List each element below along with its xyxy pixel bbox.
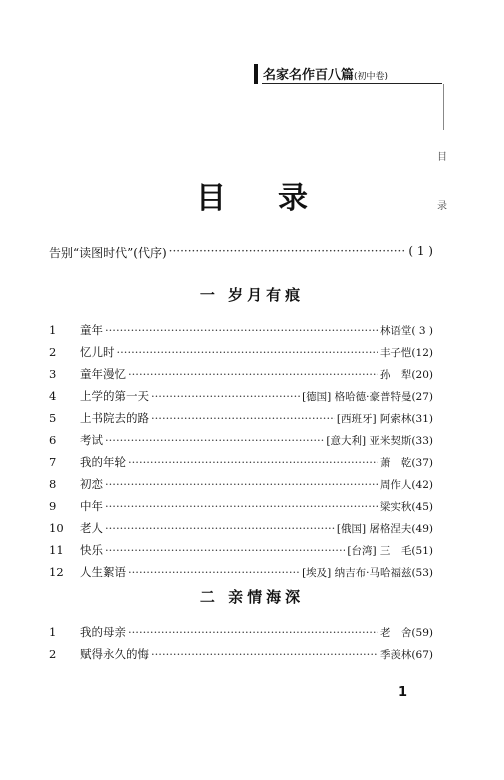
section-title: 一 岁月有痕	[199, 286, 305, 304]
entry-number: 2	[49, 345, 57, 359]
leader-dots	[105, 323, 378, 337]
entry-title: 人生絮语	[80, 565, 126, 579]
leader-dots	[105, 433, 324, 447]
toc-entry[interactable]	[49, 388, 433, 406]
preface-title: 告别“读图时代”(代序)	[49, 246, 167, 260]
side-rule	[443, 84, 444, 130]
entry-title: 初恋	[80, 477, 103, 491]
entry-title: 我的母亲	[80, 625, 126, 639]
entry-author-page: 萧 乾(37)	[379, 457, 433, 469]
entry-number: 8	[49, 477, 57, 491]
entry-author-page: 梁实秋(45)	[379, 501, 433, 513]
toc-entry[interactable]	[49, 344, 433, 362]
page-number: 1	[398, 685, 408, 700]
toc-entry[interactable]	[49, 322, 433, 340]
volume-label: (初中卷)	[354, 72, 389, 82]
preface-entry[interactable]	[49, 244, 433, 261]
entry-title: 忆儿时	[80, 345, 115, 359]
entry-title: 上书院去的路	[80, 411, 149, 425]
entry-author-page: 丰子恺(12)	[379, 347, 433, 359]
entry-author-page: [埃及] 纳吉布·马哈福兹(53)	[302, 567, 433, 579]
entry-author-page: 周作人(42)	[379, 479, 433, 491]
leader-dots	[151, 411, 335, 425]
entry-author-page: 林语堂( 3 )	[379, 325, 433, 337]
leader-dots	[169, 244, 407, 261]
side-char-mu: 目	[437, 152, 447, 163]
entry-number: 1	[49, 625, 57, 639]
entry-number: 1	[49, 323, 57, 337]
entry-title: 童年	[80, 323, 103, 337]
leader-dots	[151, 647, 378, 661]
leader-dots	[128, 455, 378, 469]
book-title: 名家名作百八篇	[263, 68, 355, 83]
entry-number: 4	[49, 389, 57, 403]
entry-author-page: 孙 犁(20)	[379, 369, 433, 381]
running-header	[263, 64, 388, 83]
entry-number: 12	[49, 565, 64, 579]
toc-entry[interactable]	[49, 646, 433, 664]
entry-author-page: 季羡林(67)	[379, 649, 433, 661]
leader-dots	[105, 543, 345, 557]
leader-dots	[105, 521, 335, 535]
toc-entry[interactable]	[49, 624, 433, 642]
entry-number: 6	[49, 433, 57, 447]
entry-author-page: [台湾] 三 毛(51)	[347, 545, 433, 557]
leader-dots	[105, 477, 378, 491]
entry-title: 老人	[80, 521, 103, 535]
entry-title: 童年漫忆	[80, 367, 126, 381]
toc-entry[interactable]	[49, 432, 433, 450]
entry-number: 9	[49, 499, 57, 513]
toc-entry[interactable]	[49, 366, 433, 384]
leader-dots	[105, 499, 378, 513]
toc-entry[interactable]	[49, 454, 433, 472]
leader-dots	[128, 625, 378, 639]
entry-title: 赋得永久的悔	[80, 647, 149, 661]
header-bar	[254, 64, 258, 84]
leader-dots	[128, 565, 300, 579]
section-title: 二 亲情海深	[199, 588, 305, 606]
entry-number: 10	[49, 521, 64, 535]
leader-dots	[117, 345, 378, 359]
toc-heading-char: 目	[196, 181, 226, 216]
entry-title: 快乐	[80, 543, 103, 557]
entry-title: 中年	[80, 499, 103, 513]
entry-number: 7	[49, 455, 57, 469]
toc-entry[interactable]	[49, 476, 433, 494]
entry-title: 上学的第一天	[80, 389, 149, 403]
side-char-lu: 录	[437, 201, 447, 212]
leader-dots	[128, 367, 378, 381]
entry-author-page: [意大利] 亚米契斯(33)	[326, 435, 433, 447]
entry-title: 考试	[80, 433, 103, 447]
preface-page: ( 1 )	[408, 244, 433, 258]
toc-entry[interactable]	[49, 410, 433, 428]
header-rule	[262, 83, 442, 84]
toc-entry[interactable]	[49, 520, 433, 538]
toc-heading	[0, 173, 504, 217]
entry-number: 2	[49, 647, 57, 661]
entry-author-page: 老 舍(59)	[379, 627, 433, 639]
toc-entry[interactable]	[49, 564, 433, 582]
leader-dots	[151, 389, 300, 403]
entry-author-page: [俄国] 屠格涅夫(49)	[336, 523, 433, 535]
entry-title: 我的年轮	[80, 455, 126, 469]
entry-author-page: [德国] 格哈德·豪普特曼(27)	[302, 391, 433, 403]
toc-heading-char: 录	[278, 181, 308, 216]
toc-entry[interactable]	[49, 542, 433, 560]
entry-number: 3	[49, 367, 57, 381]
toc-entry[interactable]	[49, 498, 433, 516]
entry-author-page: [西班牙] 阿索林(31)	[336, 413, 433, 425]
entry-number: 11	[49, 543, 64, 557]
entry-number: 5	[49, 411, 57, 425]
